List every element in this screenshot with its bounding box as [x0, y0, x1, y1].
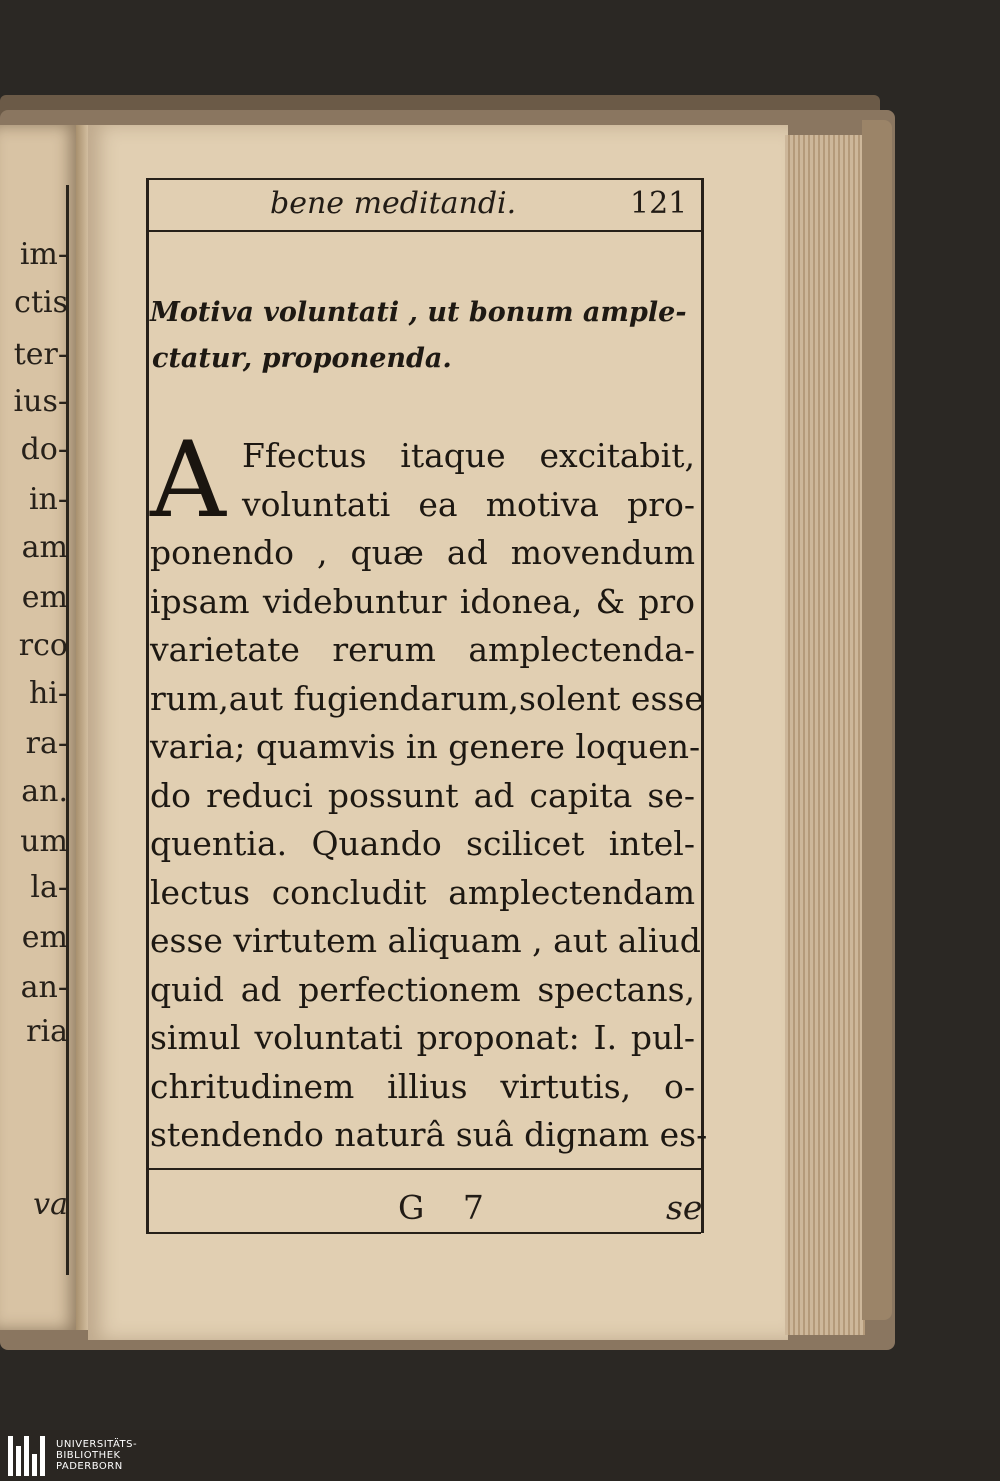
body-line: voluntati ea motiva pro-	[242, 484, 695, 524]
left-page-text-fragment: ter-	[13, 337, 68, 372]
left-page-text-fragment: rco	[18, 628, 68, 663]
left-page-text-fragment: an.	[21, 774, 68, 809]
body-text	[150, 419, 708, 1160]
left-page-text-fragment: hi-	[28, 676, 68, 711]
body-line: lectus concludit amplectendam	[150, 872, 695, 912]
signature-mark: G 7	[398, 1188, 498, 1227]
header-rule	[146, 230, 701, 232]
library-footer	[0, 1430, 1000, 1481]
heading-line: ctatur, proponenda.	[152, 343, 452, 374]
left-page-text-fragment: um	[20, 824, 68, 859]
body-line: ponendo , quæ ad movendum	[150, 533, 695, 572]
left-page-text-fragment: do-	[20, 432, 68, 467]
left-page-text-fragment: in-	[28, 482, 68, 517]
left-page	[0, 125, 80, 1330]
left-page-text-fragment: em	[21, 580, 68, 615]
top-rule	[146, 178, 701, 180]
body-line: chritudinem illius virtutis, o-	[150, 1066, 695, 1106]
left-page-text-fragment: ius-	[13, 384, 68, 419]
section-heading	[150, 290, 690, 382]
left-page-text-fragment: ria	[26, 1014, 68, 1049]
left-page-text-fragment: ctis	[14, 285, 68, 320]
library-name	[56, 1439, 137, 1472]
left-page-text-fragment: la-	[30, 870, 68, 905]
left-page-text-fragment: im-	[19, 237, 68, 272]
body-line: stendendo naturâ suâ dignam es-	[150, 1115, 708, 1154]
left-page-text-fragment: ra-	[25, 726, 68, 761]
cover-edge	[862, 120, 892, 1320]
body-line: ipsam videbuntur idonea, & pro	[150, 581, 695, 621]
body-line: do reduci possunt ad capita se-	[150, 775, 695, 815]
body-line: simul voluntati proponat: I. pul-	[150, 1018, 695, 1057]
body-line: quid ad perfectionem spectans,	[150, 969, 695, 1009]
library-name-line: PADERBORN	[56, 1461, 123, 1472]
bottom-rule	[146, 1232, 701, 1234]
body-line: rum,aut fugiendarum,solent esse	[150, 678, 704, 718]
footer-rule	[146, 1168, 701, 1170]
left-page-text-fragment: em	[21, 920, 68, 955]
library-name-line: BIBLIOTHEK	[56, 1450, 121, 1461]
body-line: quentia. Quando scilicet intel-	[150, 824, 695, 863]
body-line: varietate rerum amplectenda-	[150, 630, 695, 669]
body-line: Ffectus itaque excitabit,	[242, 436, 695, 475]
left-page-text-fragment: am	[21, 530, 68, 565]
page-fore-edge	[785, 135, 865, 1335]
library-name-line: UNIVERSITÄTS-	[56, 1439, 138, 1450]
body-line: varia; quamvis in genere loquen-	[150, 727, 701, 766]
left-page-text-fragment: va	[33, 1187, 68, 1222]
heading-line: Motiva voluntati , ut bonum ample-	[150, 297, 687, 328]
library-logo-icon	[8, 1436, 48, 1476]
page-number: 121	[630, 186, 688, 221]
catchword: se	[666, 1188, 703, 1227]
running-head: bene meditandi.	[270, 186, 517, 221]
drop-cap: A	[150, 419, 226, 541]
body-line: esse virtutem aliquam , aut aliud	[150, 921, 701, 960]
left-page-text-fragment: an-	[20, 970, 68, 1005]
